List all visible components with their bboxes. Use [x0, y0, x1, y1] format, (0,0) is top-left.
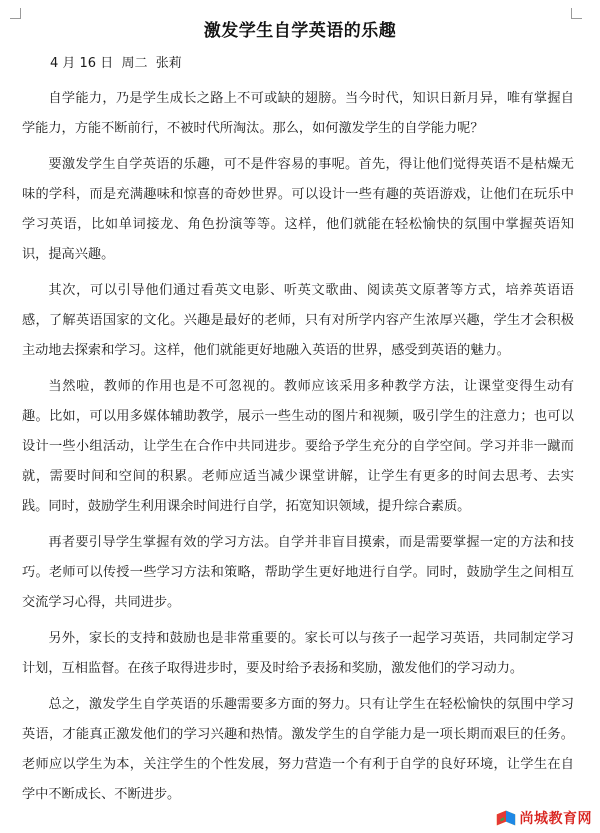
- paragraph: 要激发学生自学英语的乐趣，可不是件容易的事呢。首先，得让他们觉得英语不是枯燥无味的学科，而是充满趣味和惊喜的奇妙世界。可以设计一些有趣的英语游戏，让他们在玩乐中学习英语，比如单词接龙、角色扮演等等。这样，他们就能在轻松愉快的氛围中掌握英语知识，提高兴趣。: [22, 157, 574, 262]
- book-logo-icon: [495, 807, 517, 829]
- document-title: 激发学生自学英语的乐趣: [203, 21, 397, 41]
- watermark-text: 尚城教育网: [519, 811, 592, 827]
- paragraph: 自学能力，乃是学生成长之路上不可或缺的翅膀。当今时代，知识日新月异，唯有掌握自学能力，方能不断前行，不被时代所淘汰。那么，如何激发学生的自学能力呢？: [22, 91, 574, 136]
- paragraph: 其次，可以引导他们通过看英文电影、听英文歌曲、阅读英文原著等方式，培养英语语感，了解英语国家的文化。兴趣是最好的老师，只有对所学内容产生浓厚兴趣，学生才会积极主动地去探索和学习。这样，他们就能更好地融入英语的世界，感受到英语的魅力。: [22, 283, 574, 358]
- watermark-logo: [495, 807, 593, 829]
- document-body: [22, 84, 574, 816]
- paragraph: 总之，激发学生自学英语的乐趣需要多方面的努力。只有让学生在轻松愉快的氛围中学习英语，才能真正激发他们的学习兴趣和热情。激发学生的自学能力是一项长期而艰巨的任务。老师应以学生为本，关注学生的个性发展，努力营造一个有利于自学的良好环境，让学生在自学中不断成长、不断进步。: [22, 697, 574, 802]
- paragraph: 另外，家长的支持和鼓励也是非常重要的。家长可以与孩子一起学习英语，共同制定学习计划，互相监督。在孩子取得进步时，要及时给予表扬和奖励，激发他们的学习动力。: [22, 631, 574, 676]
- document-meta: 4 月 16 日 周二 张莉: [50, 56, 182, 71]
- paragraph: 再者要引导学生掌握有效的学习方法。自学并非盲目摸索，而是需要掌握一定的方法和技巧。老师可以传授一些学习方法和策略，帮助学生更好地进行自学。同时，鼓励学生之间相互交流学习心得，共同进步。: [22, 535, 574, 610]
- paragraph: 当然啦，教师的作用也是不可忽视的。教师应该采用多种教学方法，让课堂变得生动有趣。比如，可以用多媒体辅助教学，展示一些生动的图片和视频，吸引学生的注意力；也可以设计一些小组活动，让学生在合作中共同进步。要给予学生充分的自学空间。学习并非一蹴而就，需要时间和空间的积累。老师应适当减少课堂讲解，让学生有更多的时间去思考、去实践。同时，鼓励学生利用课余时间进行自学，拓宽知识领域，提升综合素质。: [22, 379, 574, 514]
